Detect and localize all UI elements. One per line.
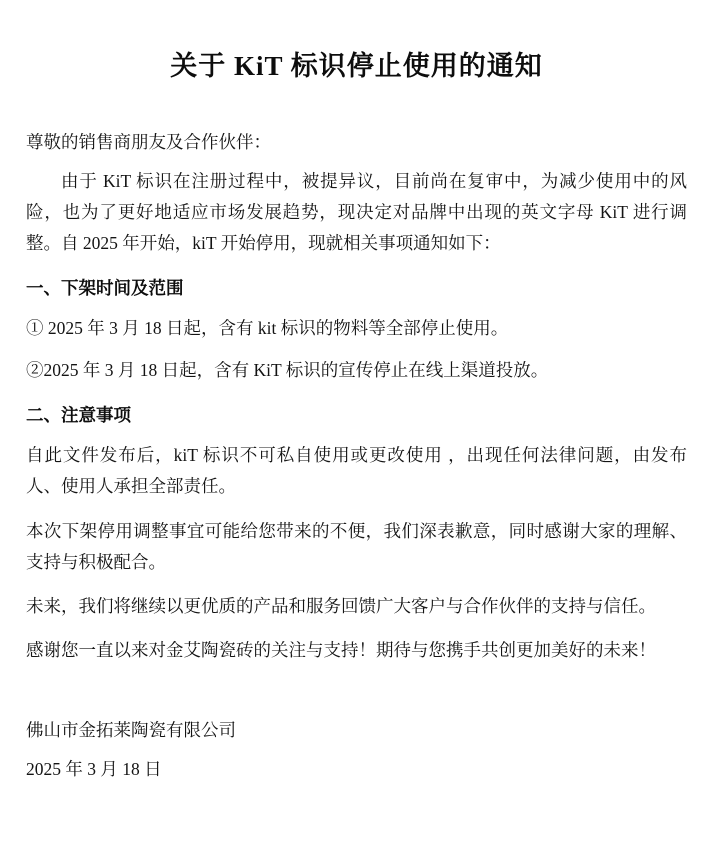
section-notes (26, 401, 687, 667)
intro-paragraph: 由于 KiT 标识在注册过程中，被提异议，目前尚在复审中，为减少使用中的风险，也为了更好地适应市场发展趋势，现决定对品牌中出现的英文字母 KiT 进行调整。自 2025 年开始，kiT 开始停用，现就相关事项通知如下： (26, 171, 687, 254)
list-item: ① 2025 年 3 月 18 日起，含有 kit 标识的物料等全部停止使用。 (26, 318, 509, 339)
page-title: 关于 KiT 标识停止使用的通知 (170, 51, 543, 81)
note-paragraph: 未来，我们将继续以更优质的产品和服务回馈广大客户与合作伙伴的支持与信任。 (26, 595, 656, 616)
section-heading-notes: 二、注意事项 (26, 404, 131, 425)
list-item: ②2025 年 3 月 18 日起，含有 KiT 标识的宣传停止在线上渠道投放。 (26, 360, 549, 381)
signature-block (26, 714, 687, 787)
note-paragraph: 自此文件发布后，kiT 标识不可私自使用或更改使用 ，出现任何法律问题，由发布人、使用人承担全部责任。 (26, 445, 687, 497)
document-body (26, 127, 687, 787)
note-paragraph: 感谢您一直以来对金艾陶瓷砖的关注与支持！期待与您携手共创更加美好的未来！ (26, 640, 656, 661)
section-scope (26, 274, 687, 387)
note-paragraph: 本次下架停用调整事宜可能给您带来的不便，我们深表歉意，同时感谢大家的理解、支持与积极配合。 (26, 520, 687, 572)
salutation: 尊敬的销售商朋友及合作伙伴： (26, 132, 271, 152)
signature-date: 2025 年 3 月 18 日 (26, 759, 162, 780)
company-name: 佛山市金拓莱陶瓷有限公司 (26, 720, 236, 741)
section-heading-scope: 一、下架时间及范围 (26, 277, 184, 298)
